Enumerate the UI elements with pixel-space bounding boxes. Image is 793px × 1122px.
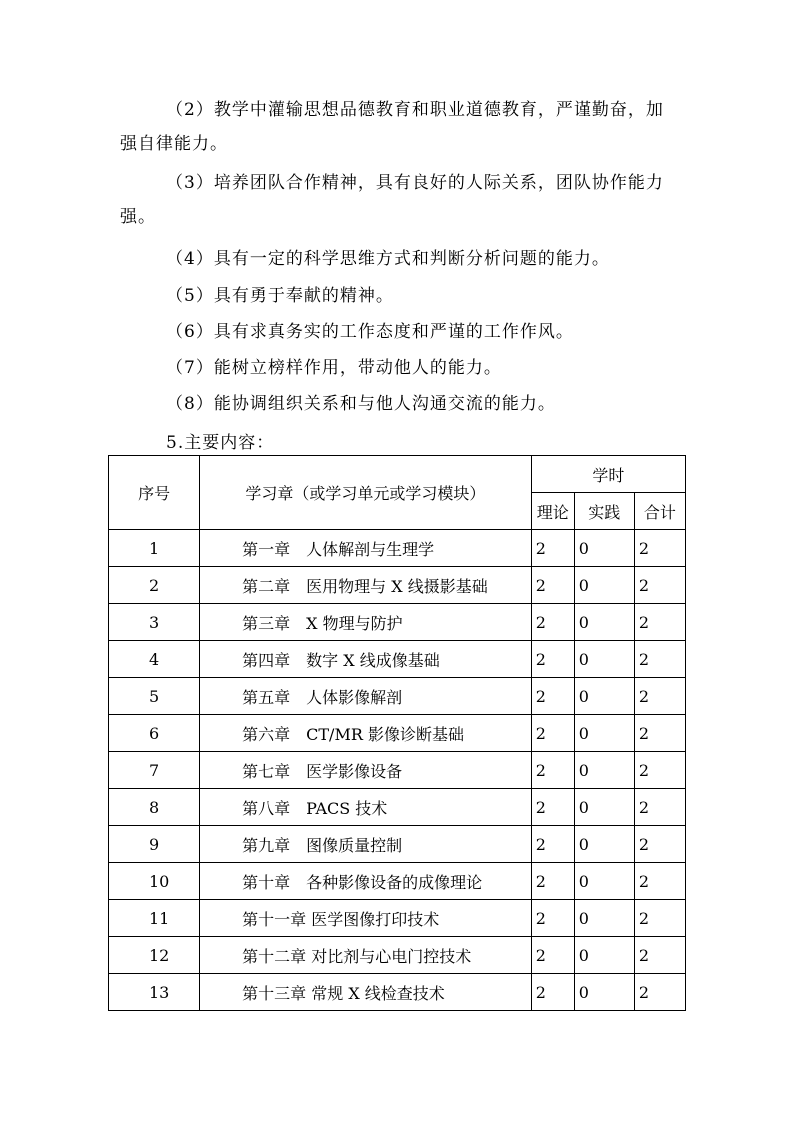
objective-line-5: （5）具有勇于奉献的精神。 (166, 286, 394, 306)
objective-text: （2）教学中灌输思想品德教育和职业道德教育，严谨勤奋，加强自律能力。 (120, 100, 664, 154)
row-total-hours: 2 (634, 567, 685, 604)
table-row (109, 530, 686, 567)
header-hours: 学时 (531, 456, 685, 493)
header-chapter: 学习章（或学习单元或学习模块） (200, 456, 532, 530)
row-chapter: 第二章 医用物理与 X 线摄影基础 (200, 567, 532, 604)
row-chapter: 第十章 各种影像设备的成像理论 (200, 863, 532, 900)
row-total-hours: 2 (634, 604, 685, 641)
row-total-hours: 2 (634, 678, 685, 715)
table-row (109, 937, 686, 974)
row-theory-hours: 2 (531, 937, 574, 974)
row-number: 2 (109, 567, 200, 604)
row-theory-hours: 2 (531, 678, 574, 715)
row-theory-hours: 2 (531, 826, 574, 863)
row-theory-hours: 2 (531, 530, 574, 567)
objective-text: （3）培养团队合作精神，具有良好的人际关系，团队协作能力强。 (120, 173, 664, 227)
table-header-row (109, 456, 686, 493)
row-chapter: 第十一章 医学图像打印技术 (200, 900, 532, 937)
objective-paragraph-3 (120, 166, 680, 234)
row-total-hours: 2 (634, 752, 685, 789)
row-total-hours: 2 (634, 974, 685, 1011)
row-practice-hours: 0 (574, 789, 634, 826)
objective-line-8: （8）能协调组织关系和与他人沟通交流的能力。 (166, 394, 556, 414)
row-theory-hours: 2 (531, 715, 574, 752)
row-theory-hours: 2 (531, 604, 574, 641)
row-theory-hours: 2 (531, 567, 574, 604)
objective-line-4: （4）具有一定的科学思维方式和判断分析问题的能力。 (166, 249, 610, 269)
header-theory: 理论 (531, 493, 574, 530)
row-total-hours: 2 (634, 530, 685, 567)
row-chapter: 第九章 图像质量控制 (200, 826, 532, 863)
row-chapter: 第四章 数字 X 线成像基础 (200, 641, 532, 678)
row-chapter: 第十三章 常规 X 线检查技术 (200, 974, 532, 1011)
header-practice: 实践 (574, 493, 634, 530)
row-number: 6 (109, 715, 200, 752)
row-practice-hours: 0 (574, 678, 634, 715)
row-chapter: 第五章 人体影像解剖 (200, 678, 532, 715)
row-number: 7 (109, 752, 200, 789)
row-total-hours: 2 (634, 900, 685, 937)
table-row (109, 715, 686, 752)
row-theory-hours: 2 (531, 641, 574, 678)
table-row (109, 900, 686, 937)
row-number: 8 (109, 789, 200, 826)
row-practice-hours: 0 (574, 604, 634, 641)
content-table (108, 455, 686, 1011)
table-body (109, 530, 686, 1011)
row-number: 5 (109, 678, 200, 715)
row-chapter: 第一章 人体解剖与生理学 (200, 530, 532, 567)
row-theory-hours: 2 (531, 752, 574, 789)
row-number: 4 (109, 641, 200, 678)
row-theory-hours: 2 (531, 974, 574, 1011)
row-chapter: 第七章 医学影像设备 (200, 752, 532, 789)
row-total-hours: 2 (634, 937, 685, 974)
row-number: 1 (109, 530, 200, 567)
row-practice-hours: 0 (574, 974, 634, 1011)
row-practice-hours: 0 (574, 641, 634, 678)
section-title: 5.主要内容： (166, 433, 275, 453)
row-practice-hours: 0 (574, 826, 634, 863)
table-row (109, 974, 686, 1011)
objective-paragraph-2 (120, 93, 680, 161)
row-practice-hours: 0 (574, 715, 634, 752)
header-no: 序号 (109, 456, 200, 530)
table-row (109, 789, 686, 826)
row-practice-hours: 0 (574, 863, 634, 900)
row-total-hours: 2 (634, 863, 685, 900)
row-total-hours: 2 (634, 641, 685, 678)
table-row (109, 826, 686, 863)
row-number: 10 (109, 863, 200, 900)
header-total: 合计 (634, 493, 685, 530)
table-row (109, 604, 686, 641)
objective-line-6: （6）具有求真务实的工作态度和严谨的工作作风。 (166, 322, 574, 342)
row-theory-hours: 2 (531, 863, 574, 900)
row-chapter: 第十二章 对比剂与心电门控技术 (200, 937, 532, 974)
row-theory-hours: 2 (531, 789, 574, 826)
row-number: 3 (109, 604, 200, 641)
objective-line-7: （7）能树立榜样作用，带动他人的能力。 (166, 358, 502, 378)
row-number: 12 (109, 937, 200, 974)
row-chapter: 第八章 PACS 技术 (200, 789, 532, 826)
row-practice-hours: 0 (574, 937, 634, 974)
row-practice-hours: 0 (574, 900, 634, 937)
table-row (109, 678, 686, 715)
table-row (109, 863, 686, 900)
row-chapter: 第六章 CT/MR 影像诊断基础 (200, 715, 532, 752)
row-practice-hours: 0 (574, 530, 634, 567)
row-theory-hours: 2 (531, 900, 574, 937)
row-chapter: 第三章 X 物理与防护 (200, 604, 532, 641)
row-practice-hours: 0 (574, 567, 634, 604)
table-row (109, 567, 686, 604)
row-total-hours: 2 (634, 715, 685, 752)
row-number: 9 (109, 826, 200, 863)
row-practice-hours: 0 (574, 752, 634, 789)
row-total-hours: 2 (634, 826, 685, 863)
row-total-hours: 2 (634, 789, 685, 826)
table-row (109, 752, 686, 789)
row-number: 13 (109, 974, 200, 1011)
table-row (109, 641, 686, 678)
row-number: 11 (109, 900, 200, 937)
